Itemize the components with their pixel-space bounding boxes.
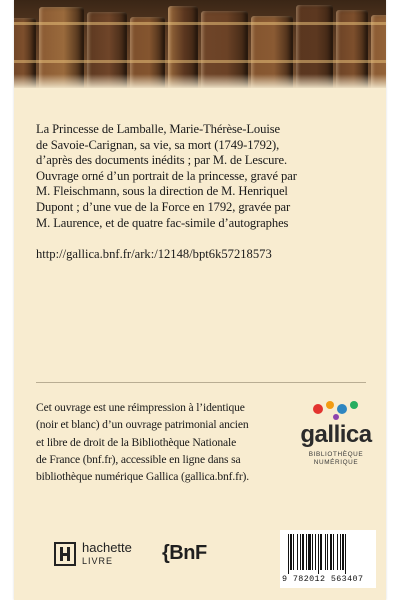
barcode-bar [345, 534, 346, 574]
notice-line: de France (bnf.fr), accessible en ligne dans sa [36, 452, 241, 466]
gallica-subtitle: NUMÉRIQUE [313, 459, 359, 466]
barcode-bar [293, 534, 294, 570]
barcode-bar [290, 534, 292, 570]
barcode-bar [300, 534, 301, 570]
barcode-bar [342, 534, 344, 570]
hachette-mark-icon [54, 542, 76, 566]
notice-line: bibliothèque numérique Gallica (gallica.bnf.fr). [36, 470, 249, 484]
book-back-cover [14, 0, 386, 600]
barcode-icon [286, 534, 370, 574]
gallica-subtitle: BIBLIOTHÈQUE [308, 451, 364, 458]
notice-line: Cet ouvrage est une réimpression à l’identique [36, 401, 245, 414]
description-line: La Princesse de Lamballe, Marie-Thérèse-Louise [36, 122, 281, 136]
book-description [36, 122, 376, 231]
gallica-dots-icon [296, 397, 376, 423]
barcode-bar [318, 534, 319, 574]
barcode-bar [337, 534, 338, 570]
divider [36, 382, 366, 383]
hachette-sub: LIVRE [82, 556, 114, 566]
notice-line: (noir et blanc) d’un ouvrage patrimonial ancien [36, 418, 249, 432]
gallica-logo [296, 397, 376, 469]
barcode-bar [297, 534, 298, 570]
barcode-bar [320, 534, 322, 570]
barcode-bar [302, 534, 304, 570]
hachette-name: hachette [82, 540, 132, 555]
barcode-bar [327, 534, 328, 570]
hachette-logo [54, 540, 154, 570]
description-line: M. Laurence, et de quatre fac-simile d’autographes [36, 215, 289, 230]
gallica-url: http://gallica.bnf.fr/ark:/12148/bpt6k57218573 [36, 247, 272, 261]
barcode-bar [288, 534, 289, 574]
bookshelf-photo [14, 0, 386, 88]
bnf-logo: {BnF [162, 542, 207, 564]
description-line: de Savoie-Carignan, sa vie, sa mort (1749-1792), [36, 137, 280, 152]
barcode-bar [315, 534, 316, 570]
barcode-bar [333, 534, 334, 570]
barcode-bar [312, 534, 313, 570]
gallica-wordmark: gallica [300, 421, 372, 448]
barcode-digits: 9 782012 563407 [282, 574, 364, 584]
description-line: Dupont ; d’une vue de la Force en 1792, gravée par [36, 199, 291, 214]
reprint-notice [36, 399, 276, 485]
barcode-bar [308, 534, 311, 570]
barcode-bar [330, 534, 332, 570]
description-line: d’après des documents inédits ; par M. de Lescure. [36, 153, 287, 168]
barcode-bar [325, 534, 326, 570]
isbn-barcode [280, 530, 376, 588]
description-line: M. Fleischmann, sous la direction de M. Henriquel [36, 184, 288, 199]
description-line: Ouvrage orné d’un portrait de la princesse, gravé par [36, 168, 297, 183]
notice-line: et libre de droit de la Bibliothèque Nationale [36, 435, 237, 449]
barcode-bar [306, 534, 307, 570]
barcode-bar [340, 534, 341, 570]
